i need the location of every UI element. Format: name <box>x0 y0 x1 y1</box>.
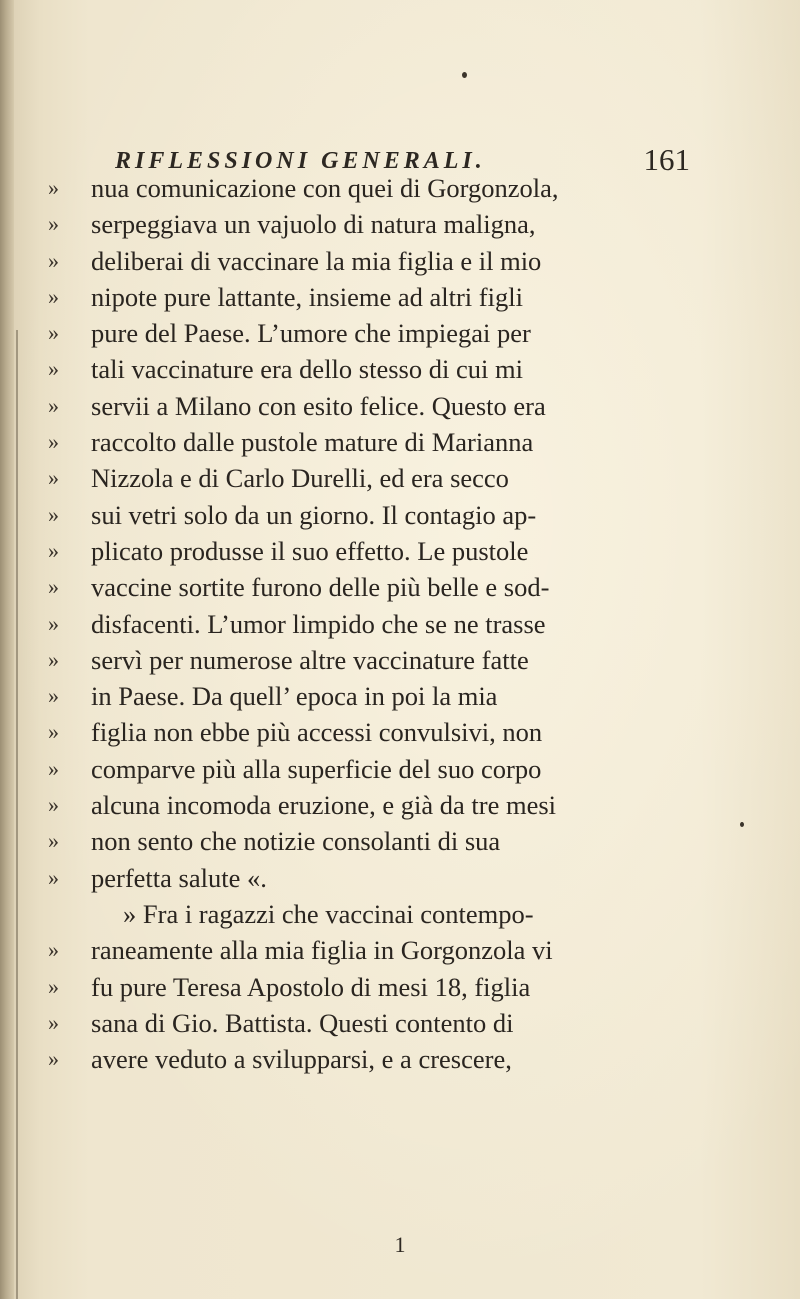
quote-marker: » <box>48 175 59 200</box>
text-line <box>48 823 688 859</box>
text-line <box>48 351 688 387</box>
text-line <box>48 424 688 460</box>
text-line <box>48 642 688 678</box>
page-gutter <box>0 0 14 1299</box>
quote-marker: » <box>48 937 59 963</box>
signature-mark: 1 <box>394 1232 406 1257</box>
line-text: plicato produsse il suo effetto. Le pustole <box>91 535 529 566</box>
text-line <box>48 714 688 750</box>
quote-marker: » <box>48 501 59 527</box>
text-line <box>48 932 688 968</box>
quote-marker: » <box>48 283 59 309</box>
quote-marker: » <box>48 864 59 890</box>
quote-marker: » <box>48 247 59 273</box>
quote-marker: » <box>48 610 59 636</box>
line-text: sana di Gio. Battista. Questi contento di <box>91 1007 514 1038</box>
text-line <box>48 206 688 242</box>
quote-marker: » <box>48 392 59 418</box>
quote-marker: » <box>48 1046 59 1072</box>
quote-marker: » <box>48 537 59 563</box>
text-line <box>48 170 688 206</box>
quote-marker: » <box>48 646 59 672</box>
line-text: servii a Milano con esito felice. Questo era <box>91 390 546 421</box>
text-line <box>48 497 688 533</box>
gutter-shadow-line <box>16 330 18 1299</box>
text-line <box>48 860 688 896</box>
quote-marker: » <box>48 1009 59 1035</box>
ink-speck <box>462 72 467 78</box>
quote-marker: » <box>48 574 59 600</box>
line-text: servì per numerose altre vaccinature fatte <box>91 644 529 675</box>
quote-marker: » <box>48 465 59 491</box>
line-text: deliberai di vaccinare la mia figlia e il mio <box>91 245 542 276</box>
body-text <box>48 170 688 1077</box>
line-text: raccolto dalle pustole mature di Marianna <box>91 427 534 458</box>
text-line <box>48 569 688 605</box>
text-line <box>48 751 688 787</box>
line-text: tali vaccinature era dello stesso di cui mi <box>91 354 523 385</box>
quote-marker: » <box>48 828 59 854</box>
line-text: disfacenti. L’umor limpido che se ne trasse <box>91 608 546 639</box>
quote-marker: » <box>48 719 59 745</box>
quote-marker: » <box>48 211 59 237</box>
text-line <box>48 969 688 1005</box>
line-text: serpeggiava un vajuolo di natura maligna, <box>91 209 536 240</box>
line-text: alcuna incomoda eruzione, e già da tre mesi <box>91 790 557 821</box>
line-text: comparve più alla superficie del suo corpo <box>91 753 542 784</box>
text-line <box>48 533 688 569</box>
text-line <box>48 388 688 424</box>
quote-marker: » <box>48 356 59 382</box>
text-line <box>48 315 688 351</box>
line-text: » Fra i ragazzi che vaccinai contempo- <box>123 898 534 929</box>
line-text: figlia non ebbe più accessi convulsivi, non <box>91 717 543 748</box>
line-text: nua comunicazione con quei di Gorgonzola, <box>91 173 559 203</box>
line-text: raneamente alla mia figlia in Gorgonzola vi <box>91 935 553 966</box>
line-text: sui vetri solo da un giorno. Il contagio ap- <box>91 499 537 530</box>
text-line <box>48 606 688 642</box>
running-title: RIFLESSIONI GENERALI. <box>115 148 486 174</box>
quote-marker: » <box>48 429 59 455</box>
quote-marker: » <box>48 755 59 781</box>
page-number: 161 <box>643 142 690 177</box>
line-text: perfetta salute «. <box>91 862 267 893</box>
line-text: avere veduto a svilupparsi, e a crescere, <box>91 1044 512 1075</box>
line-text: nipote pure lattante, insieme ad altri figli <box>91 281 523 312</box>
line-text: in Paese. Da quell’ epoca in poi la mia <box>91 681 498 712</box>
text-line <box>48 678 688 714</box>
text-line <box>48 896 688 932</box>
text-line <box>48 460 688 496</box>
text-line <box>48 787 688 823</box>
line-text: Nizzola e di Carlo Durelli, ed era secco <box>91 463 509 494</box>
ink-speck <box>740 822 744 827</box>
quote-marker: » <box>48 973 59 999</box>
quote-marker: » <box>48 792 59 818</box>
text-line <box>48 1041 688 1077</box>
line-text: vaccine sortite furono delle più belle e sod- <box>91 572 550 603</box>
line-text: fu pure Teresa Apostolo di mesi 18, figlia <box>91 971 531 1002</box>
text-line <box>48 279 688 315</box>
quote-marker: » <box>48 683 59 709</box>
line-text: non sento che notizie consolanti di sua <box>91 826 501 857</box>
text-line <box>48 1005 688 1041</box>
line-text: pure del Paese. L’umore che impiegai per <box>91 318 531 349</box>
quote-marker: » <box>48 320 59 346</box>
text-line <box>48 243 688 279</box>
